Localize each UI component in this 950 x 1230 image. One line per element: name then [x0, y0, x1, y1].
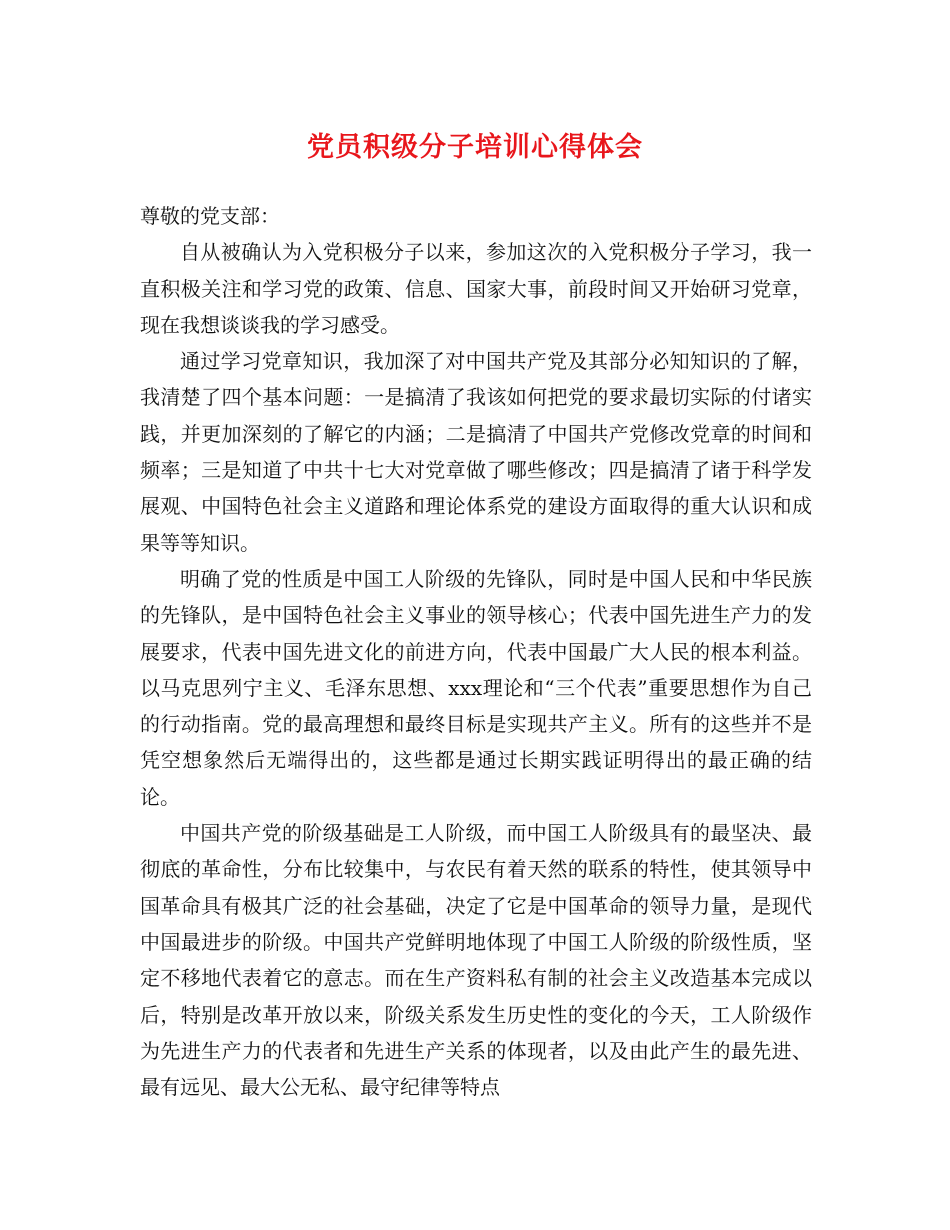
paragraph-2: 通过学习党章知识，我加深了对中国共产党及其部分必知知识的了解，我清楚了四个基本问题：一是搞清了我该如何把党的要求最切实际的付诸实践，并更加深刻的了解它的内涵；二是搞清了中国共产党修改党章的时间和频率；三是知道了中共十七大对党章做了哪些修改；四是搞清了诸于科学发展观、中国特色社会主义道路和理论体系党的建设方面取得的重大认识和成果等等知识。 — [140, 349, 812, 555]
document-title: 党员积级分子培训心得体会 — [307, 132, 643, 163]
paragraph-1: 自从被确认为入党积极分子以来，参加这次的入党积极分子学习，我一直积极关注和学习党的政策、信息、国家大事，前段时间又开始研习党章，现在我想谈谈我的学习感受。 — [140, 240, 812, 337]
paragraph-4: 中国共产党的阶级基础是工人阶级，而中国工人阶级具有的最坚决、最彻底的革命性，分布比较集中，与农民有着天然的联系的特性，使其领导中国革命具有极其广泛的社会基础，决定了它是中国革命的领导力量，是现代中国最进步的阶级。中国共产党鲜明地体现了中国工人阶级的阶级性质，坚定不移地代表着它的意志。而在生产资料私有制的社会主义改造基本完成以后，特别是改革开放以来，阶级关系发生历史性的变化的今天，工人阶级作为先进生产力的代表者和先进生产关系的体现者，以及由此产生的最先进、最有远见、最大公无私、最守纪律等特点 — [140, 821, 812, 1100]
salutation: 尊敬的党支部： — [140, 204, 280, 228]
document-body — [140, 198, 812, 1105]
paragraph-3: 明确了党的性质是中国工人阶级的先锋队，同时是中国人民和中华民族的先锋队，是中国特色社会主义事业的领导核心；代表中国先进生产力的发展要求，代表中国先进文化的前进方向，代表中国最广大人民的根本利益。以马克思列宁主义、毛泽东思想、xxx理论和“三个代表”重要思想作为自己的行动指南。党的最高理想和最终目标是实现共产主义。所有的这些并不是凭空想象然后无端得出的，这些都是通过长期实践证明得出的最正确的结论。 — [140, 566, 812, 809]
